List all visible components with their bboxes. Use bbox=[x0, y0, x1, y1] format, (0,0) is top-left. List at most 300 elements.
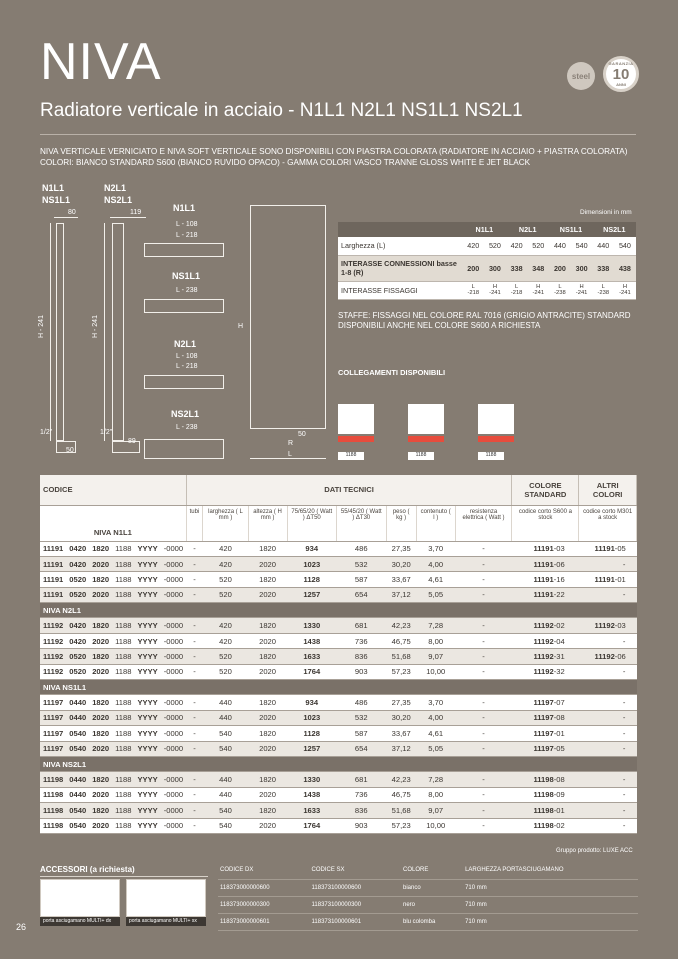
table-cell: 1633 bbox=[287, 803, 337, 818]
table-cell: 11191 bbox=[40, 572, 66, 587]
table-cell: - bbox=[186, 726, 203, 741]
table-row bbox=[40, 587, 637, 602]
table-cell: 46,75 bbox=[386, 787, 416, 802]
table-cell: 710 mm bbox=[463, 913, 638, 930]
table-cell: YYYY bbox=[134, 818, 160, 833]
table-cell: YYYY bbox=[134, 633, 160, 648]
table-cell: -01 bbox=[554, 726, 579, 741]
table-cell: -0000 bbox=[161, 556, 186, 571]
table-cell: blu colomba bbox=[401, 913, 463, 930]
table-cell: YYYY bbox=[134, 787, 160, 802]
table-cell: 11192 bbox=[40, 633, 66, 648]
dim-label: 1/2" bbox=[100, 429, 113, 436]
table-cell bbox=[579, 741, 615, 756]
table-cell: 11192 bbox=[40, 664, 66, 679]
dim-label: L - 218 bbox=[176, 363, 198, 370]
table-cell: H -241 bbox=[571, 281, 593, 299]
table-cell: - bbox=[455, 803, 512, 818]
table-row bbox=[40, 803, 637, 818]
table-header-cell: ALTRI COLORI bbox=[579, 475, 637, 505]
table-cell: 11192 bbox=[40, 618, 66, 633]
drawing-label: NS2L1 bbox=[104, 195, 133, 205]
table-cell: 0520 bbox=[66, 572, 89, 587]
table-cell: - bbox=[455, 572, 512, 587]
table-cell: 27,35 bbox=[386, 541, 416, 556]
table-cell: 11197 bbox=[512, 726, 554, 741]
accessories-table bbox=[218, 862, 638, 931]
table-cell: 2020 bbox=[89, 587, 112, 602]
table-cell: 1188 bbox=[112, 633, 134, 648]
table-cell: 420 bbox=[203, 618, 248, 633]
table-cell: 11198 bbox=[512, 772, 554, 787]
connection-valves bbox=[408, 436, 444, 442]
accessory-caption: porta asciugamano MULTI+ sx bbox=[126, 917, 206, 926]
table-cell bbox=[579, 818, 615, 833]
table-cell: 420 bbox=[203, 556, 248, 571]
table-cell: 27,35 bbox=[386, 695, 416, 710]
table-cell: 1330 bbox=[287, 772, 337, 787]
table-header-cell: DATI TECNICI bbox=[186, 475, 512, 505]
column-header: resistenza elettrica ( Watt ) bbox=[455, 505, 512, 541]
top-view-ns1l1 bbox=[144, 299, 224, 313]
table-header-row bbox=[338, 222, 636, 237]
table-cell: - bbox=[455, 556, 512, 571]
table-cell: 486 bbox=[337, 541, 387, 556]
table-row bbox=[40, 664, 637, 679]
table-cell: YYYY bbox=[134, 772, 160, 787]
table-header-cell: CODICE SX bbox=[310, 862, 402, 879]
table-cell: -09 bbox=[554, 787, 579, 802]
front-view bbox=[250, 205, 326, 429]
column-header: altezza ( H mm ) bbox=[248, 505, 287, 541]
table-cell: - bbox=[455, 649, 512, 664]
table-cell: 11192 bbox=[512, 633, 554, 648]
table-cell: YYYY bbox=[134, 710, 160, 725]
table-cell: 0520 bbox=[66, 649, 89, 664]
dim-label: 50 bbox=[298, 431, 306, 438]
warranty-text: GARANZIA bbox=[608, 61, 634, 66]
table-cell: 8,00 bbox=[416, 633, 455, 648]
table-row bbox=[40, 772, 637, 787]
table-cell: - bbox=[455, 787, 512, 802]
table-cell: - bbox=[615, 787, 637, 802]
table-cell: 587 bbox=[337, 726, 387, 741]
table-cell: 520 bbox=[527, 237, 549, 255]
connection-diagram bbox=[478, 404, 514, 434]
page-subtitle: Radiatore verticale in acciaio - N1L1 N2L1 NS1L1 NS2L1 bbox=[40, 100, 523, 121]
table-cell: L -218 bbox=[463, 281, 484, 299]
accessory-image-dx bbox=[40, 879, 120, 926]
table-cell: 1188 bbox=[112, 772, 134, 787]
top-view-label: NS2L1 bbox=[171, 409, 200, 419]
product-table bbox=[40, 475, 637, 834]
column-header: peso ( kg ) bbox=[386, 505, 416, 541]
table-cell: 0420 bbox=[66, 541, 89, 556]
table-cell: H -241 bbox=[527, 281, 549, 299]
table-cell: 440 bbox=[549, 237, 570, 255]
table-cell: - bbox=[186, 572, 203, 587]
table-cell: -0000 bbox=[161, 633, 186, 648]
table-cell: -02 bbox=[554, 618, 579, 633]
series-row bbox=[40, 756, 637, 771]
table-cell: -08 bbox=[554, 772, 579, 787]
table-cell: 338 bbox=[506, 255, 527, 281]
table-cell: 11191 bbox=[40, 587, 66, 602]
table-cell: 0540 bbox=[66, 741, 89, 756]
table-cell: 11191 bbox=[579, 541, 615, 556]
table-cell: 540 bbox=[203, 726, 248, 741]
table-cell: 0520 bbox=[66, 587, 89, 602]
table-cell: - bbox=[186, 664, 203, 679]
table-cell: 0440 bbox=[66, 787, 89, 802]
table-cell: -03 bbox=[554, 541, 579, 556]
table-cell: - bbox=[186, 803, 203, 818]
table-cell: -0000 bbox=[161, 818, 186, 833]
table-cell bbox=[579, 772, 615, 787]
table-cell: 11192 bbox=[579, 649, 615, 664]
table-cell: 11198 bbox=[40, 818, 66, 833]
table-cell: 11192 bbox=[512, 618, 554, 633]
table-cell: 654 bbox=[337, 587, 387, 602]
table-cell: 0420 bbox=[66, 556, 89, 571]
table-cell: - bbox=[615, 633, 637, 648]
table-cell: -0000 bbox=[161, 710, 186, 725]
table-cell: -0000 bbox=[161, 772, 186, 787]
dim-line bbox=[110, 217, 146, 218]
table-cell: 681 bbox=[337, 772, 387, 787]
table-cell: 1257 bbox=[287, 587, 337, 602]
table-cell: 2020 bbox=[248, 741, 287, 756]
table-cell: YYYY bbox=[134, 541, 160, 556]
table-header-cell: NS2L1 bbox=[593, 222, 636, 237]
table-cell: YYYY bbox=[134, 741, 160, 756]
table-cell: 836 bbox=[337, 649, 387, 664]
table-cell: 520 bbox=[203, 572, 248, 587]
table-cell: 1023 bbox=[287, 710, 337, 725]
table-row bbox=[40, 726, 637, 741]
table-cell: - bbox=[455, 695, 512, 710]
table-row bbox=[40, 818, 637, 833]
table-cell: -02 bbox=[554, 818, 579, 833]
table-cell: 11198 bbox=[512, 787, 554, 802]
table-row bbox=[40, 741, 637, 756]
table-cell bbox=[579, 710, 615, 725]
table-cell: 57,23 bbox=[386, 818, 416, 833]
table-cell: 1188 bbox=[112, 787, 134, 802]
dim-label: L - 108 bbox=[176, 353, 198, 360]
table-cell: 11191 bbox=[512, 587, 554, 602]
dim-label: 50 bbox=[66, 447, 74, 454]
page-title: NIVA bbox=[40, 33, 162, 91]
table-cell: 11198 bbox=[512, 803, 554, 818]
table-cell: 1188 bbox=[112, 695, 134, 710]
table-cell: 30,20 bbox=[386, 556, 416, 571]
table-cell: - bbox=[186, 710, 203, 725]
table-cell: 710 mm bbox=[463, 879, 638, 896]
table-cell: 33,67 bbox=[386, 572, 416, 587]
table-cell: 37,12 bbox=[386, 587, 416, 602]
table-cell: 1330 bbox=[287, 618, 337, 633]
connection-label: 1188 bbox=[338, 452, 364, 460]
drawing-label: N2L1 bbox=[104, 183, 127, 193]
table-cell: 200 bbox=[463, 255, 484, 281]
table-cell: 1820 bbox=[89, 726, 112, 741]
table-cell: - bbox=[615, 587, 637, 602]
dim-label: L - 218 bbox=[176, 232, 198, 239]
table-cell: -06 bbox=[554, 556, 579, 571]
table-cell: 200 bbox=[549, 255, 570, 281]
table-cell: - bbox=[186, 587, 203, 602]
column-header: contenuto ( l ) bbox=[416, 505, 455, 541]
table-cell: - bbox=[455, 664, 512, 679]
drawing-label: NS1L1 bbox=[42, 195, 71, 205]
table-cell: 1820 bbox=[89, 803, 112, 818]
table-cell: 1188 bbox=[112, 618, 134, 633]
table-cell: 1820 bbox=[89, 772, 112, 787]
table-cell: 1633 bbox=[287, 649, 337, 664]
top-view-label: N2L1 bbox=[174, 339, 197, 349]
table-cell: - bbox=[455, 726, 512, 741]
table-cell: YYYY bbox=[134, 618, 160, 633]
table-cell: 2020 bbox=[89, 633, 112, 648]
connection-label: 1188 bbox=[408, 452, 434, 460]
dim-line bbox=[104, 223, 105, 441]
table-row bbox=[40, 618, 637, 633]
table-cell: YYYY bbox=[134, 649, 160, 664]
table-cell: 7,28 bbox=[416, 618, 455, 633]
table-cell: - bbox=[615, 695, 637, 710]
table-cell: - bbox=[455, 541, 512, 556]
table-cell: 9,07 bbox=[416, 803, 455, 818]
table-cell: 5,05 bbox=[416, 741, 455, 756]
table-cell: 11191 bbox=[40, 556, 66, 571]
table-cell: 934 bbox=[287, 695, 337, 710]
accessories-divider bbox=[40, 876, 208, 877]
table-cell: -0000 bbox=[161, 741, 186, 756]
table-cell: 1188 bbox=[112, 710, 134, 725]
table-cell: 903 bbox=[337, 818, 387, 833]
table-cell: -0000 bbox=[161, 587, 186, 602]
table-cell: 4,00 bbox=[416, 710, 455, 725]
table-cell: 736 bbox=[337, 633, 387, 648]
table-cell: 681 bbox=[337, 618, 387, 633]
table-cell: 2020 bbox=[248, 664, 287, 679]
table-cell: 5,05 bbox=[416, 587, 455, 602]
table-cell: 420 bbox=[506, 237, 527, 255]
table-cell: 540 bbox=[614, 237, 636, 255]
table-cell: 11197 bbox=[40, 710, 66, 725]
table-cell: 11192 bbox=[40, 649, 66, 664]
table-cell: 4,61 bbox=[416, 572, 455, 587]
intro-line: COLORI: BIANCO STANDARD S600 (BIANCO RUVIDO OPACO) - GAMMA COLORI VASCO TRANNE GLOSS WHITE E JET BLACK bbox=[40, 158, 531, 167]
table-cell bbox=[579, 695, 615, 710]
table-cell: 710 mm bbox=[463, 896, 638, 913]
technical-drawing bbox=[37, 183, 340, 463]
table-cell: 1188 bbox=[112, 587, 134, 602]
table-cell: L -218 bbox=[506, 281, 527, 299]
table-cell: -0000 bbox=[161, 541, 186, 556]
table-cell: 11198 bbox=[512, 818, 554, 833]
table-cell: 3,70 bbox=[416, 695, 455, 710]
table-cell: 1188 bbox=[112, 726, 134, 741]
table-cell: 1257 bbox=[287, 741, 337, 756]
table-cell: 532 bbox=[337, 556, 387, 571]
table-cell: nero bbox=[401, 896, 463, 913]
table-cell: 0420 bbox=[66, 618, 89, 633]
table-cell: 1128 bbox=[287, 726, 337, 741]
table-cell: 11197 bbox=[40, 695, 66, 710]
table-cell: - bbox=[186, 556, 203, 571]
table-cell: 934 bbox=[287, 541, 337, 556]
table-cell: 2020 bbox=[248, 787, 287, 802]
table-cell: 540 bbox=[203, 803, 248, 818]
table-cell: 11198 bbox=[40, 803, 66, 818]
table-cell: 1764 bbox=[287, 664, 337, 679]
side-view-n1l1 bbox=[56, 223, 64, 441]
table-cell: 7,28 bbox=[416, 772, 455, 787]
table-cell: 1820 bbox=[89, 618, 112, 633]
table-header-cell: CODICE bbox=[40, 475, 186, 505]
product-group-note: Gruppo prodotto: LUXE ACC bbox=[556, 848, 633, 854]
table-cell bbox=[579, 587, 615, 602]
table-cell: -0000 bbox=[161, 726, 186, 741]
table-cell: 1188 bbox=[112, 556, 134, 571]
table-cell: - bbox=[615, 726, 637, 741]
table-cell: 1820 bbox=[89, 649, 112, 664]
table-cell: 46,75 bbox=[386, 633, 416, 648]
table-row bbox=[338, 237, 636, 255]
note-line: DISPONIBILI ANCHE NEL COLORE S600 A RICHIESTA bbox=[338, 321, 541, 330]
table-cell: - bbox=[186, 618, 203, 633]
table-cell bbox=[579, 803, 615, 818]
table-cell: 2020 bbox=[248, 556, 287, 571]
table-cell: 2020 bbox=[89, 556, 112, 571]
table-cell: 1820 bbox=[248, 541, 287, 556]
table-cell: 520 bbox=[203, 649, 248, 664]
top-view-n2l1 bbox=[144, 375, 224, 389]
table-header-row bbox=[218, 862, 638, 879]
table-cell: 0540 bbox=[66, 726, 89, 741]
table-cell: 440 bbox=[593, 237, 614, 255]
table-cell: L -238 bbox=[593, 281, 614, 299]
table-cell: -22 bbox=[554, 587, 579, 602]
dim-line bbox=[54, 217, 78, 218]
table-cell: 440 bbox=[203, 772, 248, 787]
table-cell: 4,00 bbox=[416, 556, 455, 571]
table-cell: 440 bbox=[203, 710, 248, 725]
dim-label: L bbox=[288, 451, 292, 458]
column-header: 55/45/20 ( Watt ) ΔT30 bbox=[337, 505, 387, 541]
dim-label: 1/2" bbox=[40, 429, 53, 436]
table-cell: H -241 bbox=[614, 281, 636, 299]
column-header: codice corto S600 a stock bbox=[512, 505, 579, 541]
table-header-cell: N2L1 bbox=[506, 222, 549, 237]
towel-rail-image bbox=[126, 879, 206, 917]
connections-diagrams bbox=[338, 388, 636, 460]
steel-label: steel bbox=[571, 71, 591, 81]
table-cell: 438 bbox=[614, 255, 636, 281]
dim-label: L - 238 bbox=[176, 287, 198, 294]
table-cell: - bbox=[615, 818, 637, 833]
table-cell bbox=[579, 726, 615, 741]
table-cell: 57,23 bbox=[386, 664, 416, 679]
series-row bbox=[40, 603, 637, 618]
table-cell: 836 bbox=[337, 803, 387, 818]
table-cell: YYYY bbox=[134, 572, 160, 587]
table-cell: -0000 bbox=[161, 664, 186, 679]
table-header-cell: NS1L1 bbox=[549, 222, 592, 237]
table-cell: -01 bbox=[554, 803, 579, 818]
table-cell: 736 bbox=[337, 787, 387, 802]
note-line: STAFFE: FISSAGGI NEL COLORE RAL 7016 (GRIGIO ANTRACITE) STANDARD bbox=[338, 311, 631, 320]
connection-valves bbox=[478, 436, 514, 442]
table-row bbox=[40, 787, 637, 802]
table-cell: 420 bbox=[463, 237, 484, 255]
table-cell: 1820 bbox=[248, 572, 287, 587]
table-cell: 118373000000601 bbox=[218, 913, 310, 930]
table-row bbox=[218, 896, 638, 913]
table-cell: - bbox=[615, 664, 637, 679]
column-header: 75/65/20 ( Watt ) ΔT50 bbox=[287, 505, 337, 541]
table-cell: 11191 bbox=[512, 572, 554, 587]
top-view-ns2l1 bbox=[144, 439, 224, 459]
table-cell: 1820 bbox=[89, 572, 112, 587]
dim-label: H bbox=[238, 323, 244, 330]
table-cell: 2020 bbox=[248, 818, 287, 833]
dimensions-note: Dimensioni in mm bbox=[580, 209, 632, 216]
table-cell: - bbox=[186, 649, 203, 664]
table-cell: YYYY bbox=[134, 695, 160, 710]
table-cell: L -238 bbox=[549, 281, 570, 299]
table-cell: - bbox=[186, 741, 203, 756]
table-cell: 11192 bbox=[512, 649, 554, 664]
table-cell: -04 bbox=[554, 633, 579, 648]
warranty-unit: ANNI bbox=[616, 82, 626, 87]
table-cell: - bbox=[615, 556, 637, 571]
table-cell: 2020 bbox=[248, 710, 287, 725]
table-cell: 1188 bbox=[112, 649, 134, 664]
table-cell: -07 bbox=[554, 695, 579, 710]
table-cell: -05 bbox=[554, 741, 579, 756]
table-cell: 540 bbox=[203, 741, 248, 756]
table-cell: 1820 bbox=[89, 695, 112, 710]
table-header-cell: N1L1 bbox=[463, 222, 506, 237]
table-row bbox=[40, 541, 637, 556]
accessories-title: ACCESSORI (a richiesta) bbox=[40, 865, 135, 874]
table-cell: 486 bbox=[337, 695, 387, 710]
table-cell: -0000 bbox=[161, 787, 186, 802]
dim-label: L - 238 bbox=[176, 424, 198, 431]
table-cell: 0520 bbox=[66, 664, 89, 679]
table-cell: 300 bbox=[484, 255, 506, 281]
bracket-note bbox=[338, 311, 638, 331]
side-view-n2l1 bbox=[112, 223, 124, 441]
dim-label: L - 108 bbox=[176, 221, 198, 228]
table-cell: 1820 bbox=[248, 618, 287, 633]
table-cell: 118373100000601 bbox=[310, 913, 402, 930]
table-cell: 0440 bbox=[66, 772, 89, 787]
dim-label: 119 bbox=[130, 209, 142, 216]
table-cell: 1820 bbox=[89, 541, 112, 556]
table-cell: 11197 bbox=[512, 710, 554, 725]
table-cell: -32 bbox=[554, 664, 579, 679]
dim-label: H - 241 bbox=[91, 315, 99, 338]
table-header-cell: CODICE DX bbox=[218, 862, 310, 879]
table-cell: 440 bbox=[203, 787, 248, 802]
table-cell: 2020 bbox=[89, 664, 112, 679]
towel-rail-image bbox=[40, 879, 120, 917]
table-cell: -03 bbox=[615, 618, 637, 633]
